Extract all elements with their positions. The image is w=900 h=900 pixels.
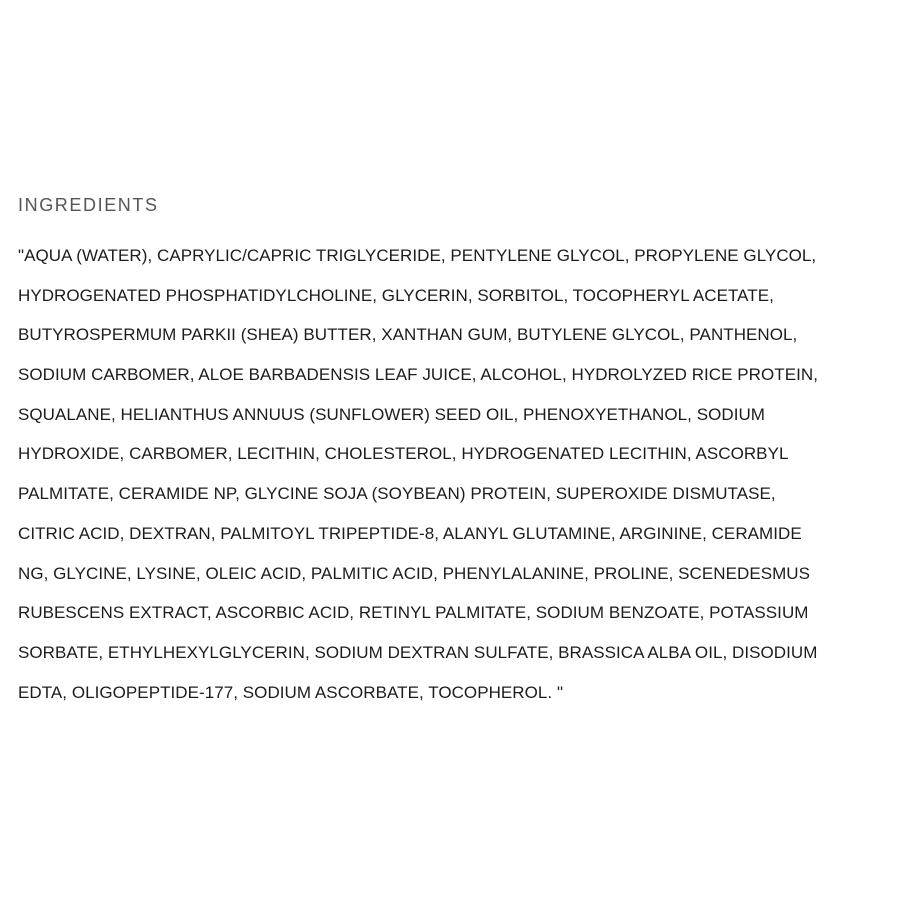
ingredients-heading: INGREDIENTS	[18, 195, 159, 215]
ingredients-line: SORBATE, ETHYLHEXYLGLYCERIN, SODIUM DEXTRAN SULFATE, BRASSICA ALBA OIL, DISODIUM	[18, 642, 818, 662]
ingredients-line: SODIUM CARBOMER, ALOE BARBADENSIS LEAF JUICE, ALCOHOL, HYDROLYZED RICE PROTEIN,	[18, 365, 818, 385]
ingredients-section	[18, 194, 884, 712]
ingredients-line: HYDROXIDE, CARBOMER, LECITHIN, CHOLESTEROL, HYDROGENATED LECITHIN, ASCORBYL	[18, 444, 789, 464]
ingredients-line: CITRIC ACID, DEXTRAN, PALMITOYL TRIPEPTIDE-8, ALANYL GLUTAMINE, ARGININE, CERAMIDE	[18, 523, 802, 543]
ingredients-line: "AQUA (WATER), CAPRYLIC/CAPRIC TRIGLYCERIDE, PENTYLENE GLYCOL, PROPYLENE GLYCOL,	[18, 246, 817, 265]
ingredients-line: PALMITATE, CERAMIDE NP, GLYCINE SOJA (SOYBEAN) PROTEIN, SUPEROXIDE DISMUTASE,	[18, 484, 776, 504]
ingredients-line: BUTYROSPERMUM PARKII (SHEA) BUTTER, XANTHAN GUM, BUTYLENE GLYCOL, PANTHENOL,	[18, 325, 798, 345]
ingredients-line: RUBESCENS EXTRACT, ASCORBIC ACID, RETINYL PALMITATE, SODIUM BENZOATE, POTASSIUM	[18, 603, 809, 623]
ingredients-line: NG, GLYCINE, LYSINE, OLEIC ACID, PALMITIC ACID, PHENYLALANINE, PROLINE, SCENEDESMUS	[18, 563, 811, 583]
ingredients-list	[18, 236, 884, 712]
ingredients-line: HYDROGENATED PHOSPHATIDYLCHOLINE, GLYCERIN, SORBITOL, TOCOPHERYL ACETATE,	[18, 285, 774, 305]
ingredients-line: EDTA, OLIGOPEPTIDE-177, SODIUM ASCORBATE, TOCOPHEROL. "	[18, 682, 564, 702]
ingredients-line: SQUALANE, HELIANTHUS ANNUUS (SUNFLOWER) SEED OIL, PHENOXYETHANOL, SODIUM	[18, 404, 766, 424]
